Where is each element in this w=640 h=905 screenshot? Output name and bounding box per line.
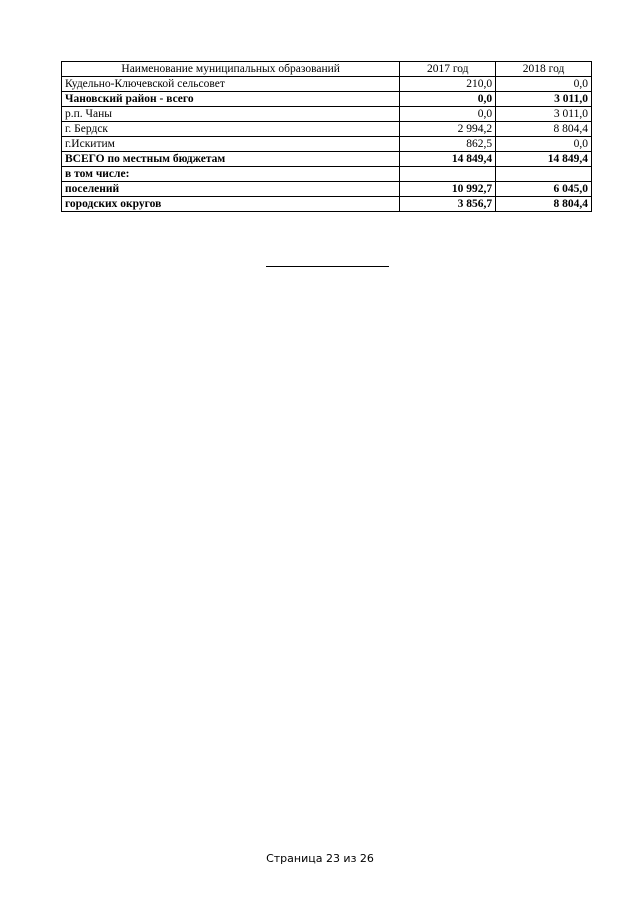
table-row [62,107,592,122]
row-value-2018: 6 045,0 [496,182,592,197]
row-name-cell: городских округов [62,197,400,212]
table-row [62,122,592,137]
row-name-cell: г. Бердск [62,122,400,137]
table-row [62,92,592,107]
table-row [62,167,592,182]
table-header-row [62,62,592,77]
row-value-2017 [400,167,496,182]
row-value-2017: 0,0 [400,92,496,107]
row-name-cell: в том числе: [62,167,400,182]
row-value-2018 [496,167,592,182]
row-name-cell: Чановский район - всего [62,92,400,107]
row-value-2018: 3 011,0 [496,107,592,122]
row-value-2017: 14 849,4 [400,152,496,167]
row-value-2018: 8 804,4 [496,197,592,212]
row-value-2018: 14 849,4 [496,152,592,167]
header-year-2018: 2018 год [496,62,592,77]
table-row [62,182,592,197]
row-value-2017: 10 992,7 [400,182,496,197]
table-row [62,197,592,212]
table-row [62,77,592,92]
row-name-cell: р.п. Чаны [62,107,400,122]
row-name-cell: Кудельно-Ключевской сельсовет [62,77,400,92]
page-number: Страница 23 из 26 [266,852,374,865]
row-name-cell: г.Искитим [62,137,400,152]
row-value-2018: 8 804,4 [496,122,592,137]
separator-line [266,266,389,267]
row-value-2018: 0,0 [496,77,592,92]
row-value-2017: 210,0 [400,77,496,92]
row-value-2018: 3 011,0 [496,92,592,107]
row-value-2017: 3 856,7 [400,197,496,212]
row-name-cell: ВСЕГО по местным бюджетам [62,152,400,167]
row-value-2017: 862,5 [400,137,496,152]
table-row [62,137,592,152]
row-value-2018: 0,0 [496,137,592,152]
table-row [62,152,592,167]
row-name-cell: поселений [62,182,400,197]
budget-table [61,61,592,212]
header-municipality: Наименование муниципальных образований [62,62,400,77]
row-value-2017: 0,0 [400,107,496,122]
row-value-2017: 2 994,2 [400,122,496,137]
header-year-2017: 2017 год [400,62,496,77]
